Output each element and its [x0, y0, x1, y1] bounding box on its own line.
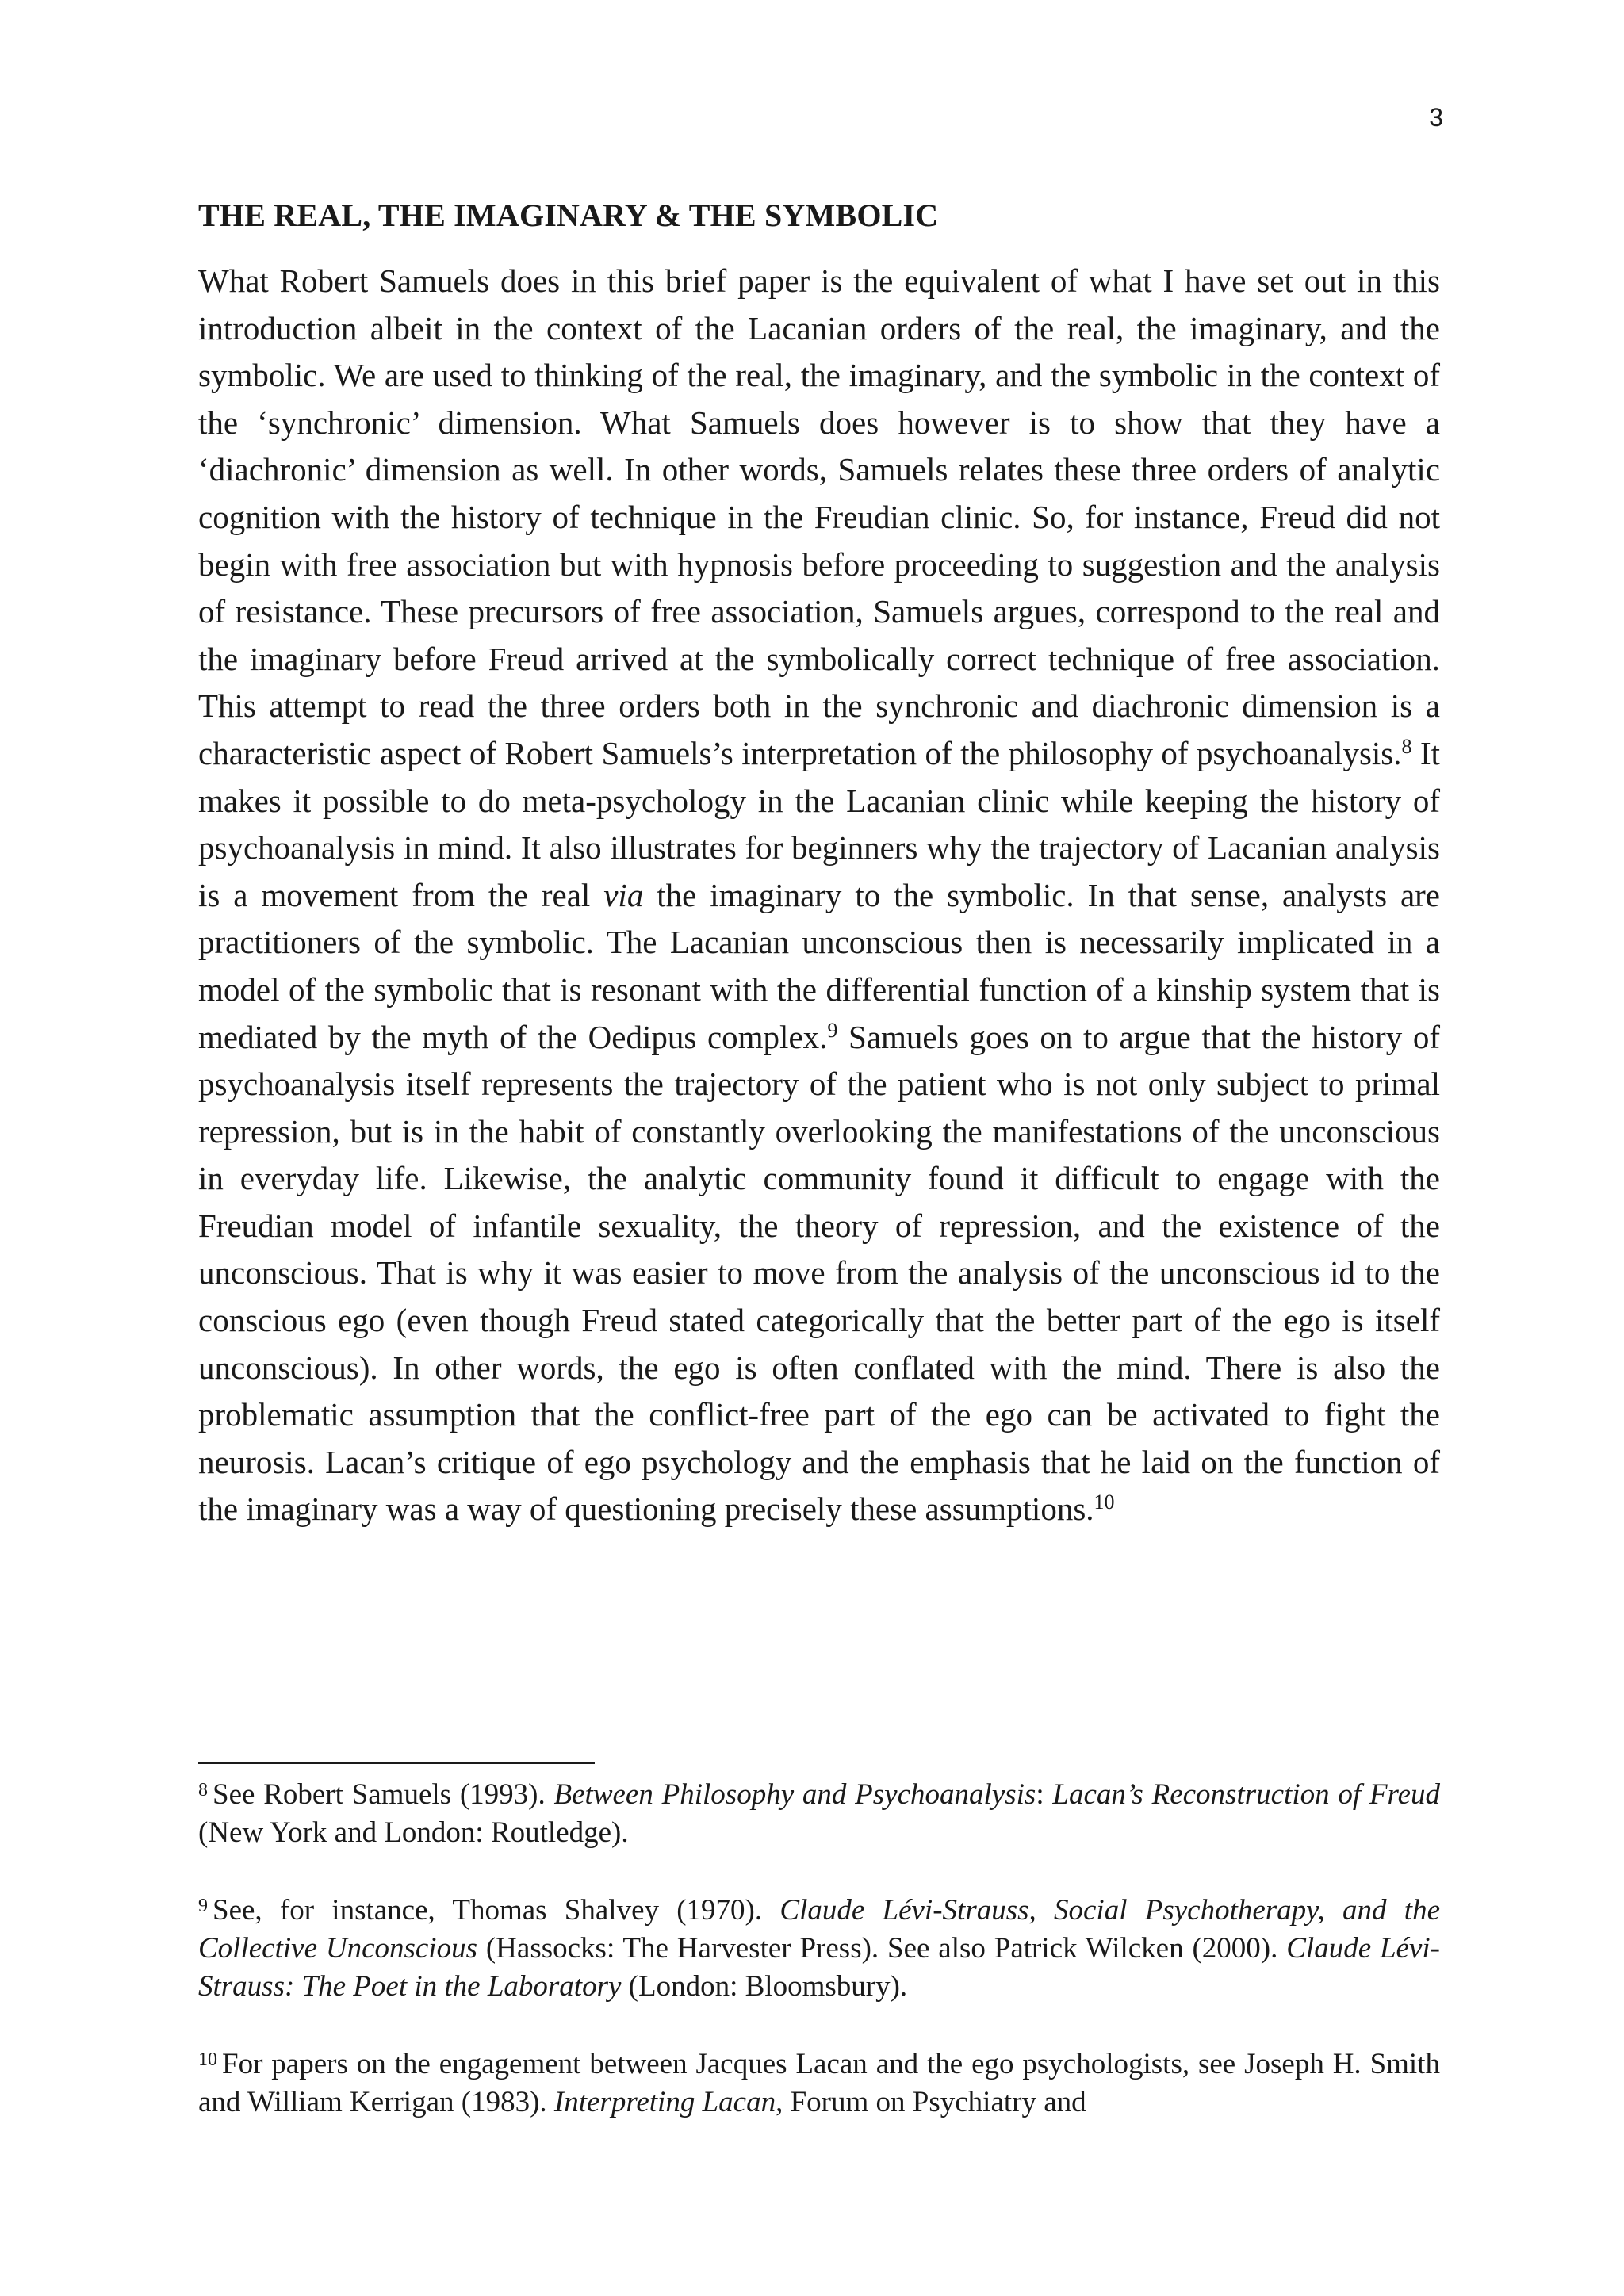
body-paragraph — [198, 258, 1440, 1533]
footnote-text: (London: Bloomsbury). — [621, 1970, 908, 2003]
footnote-text: See, for instance, Thomas Shalvey (1970). — [213, 1894, 780, 1927]
body-text-part-2: It makes it possible to do meta-psychology in the Lacanian clinic while keeping the history of psychoanalysis in mind. It also illustrates for beginners why the trajectory of Lacanian analysis is a movement from the real — [198, 734, 1440, 913]
footnote-title-italic: Between Philosophy and Psychoanalysis — [553, 1778, 1036, 1811]
footnote-ref-8[interactable]: 8 — [1401, 734, 1412, 758]
footnote-10 — [198, 2045, 1440, 2122]
page-number: 3 — [1429, 103, 1443, 132]
body-text-italic-via: via — [603, 876, 644, 913]
footnote-text: , Forum on Psychiatry and — [776, 2086, 1086, 2118]
section-heading: THE REAL, THE IMAGINARY & THE SYMBOLIC — [198, 197, 939, 233]
body-text-part-4: Samuels goes on to argue that the history of psychoanalysis itself represents the trajectory of the patient who is not only subject to primal repression, but is in the habit of constantly overlooking the manifestations of the unconscious in everyday life. Likewise, the analytic community found it difficult to engage with the Freudian model of infantile sexuality, the theory of repression, and the existence of the unconscious. That is why it was easier to move from the analysis of the unconscious id to the conscious ego (even though Freud stated categorically that the better part of the ego is itself unconscious). In other words, the ego is often conflated with the mind. There is also the problematic assumption that the conflict-free part of the ego can be activated to fight the neurosis. Lacan’s critique of ego psychology and the emphasis that he laid on the function of the imaginary was a way of questioning precisely these assumptions. — [198, 1018, 1440, 1528]
footnote-number: 9 — [198, 1896, 208, 1916]
footnote-number: 8 — [198, 1780, 208, 1800]
footnote-text: : — [1036, 1778, 1053, 1811]
footnotes-section — [198, 1776, 1440, 2161]
body-text-part-1: What Robert Samuels does in this brief paper is the equivalent of what I have set out in this introduction albeit in the context of the Lacanian orders of the real, the imaginary, and the symbolic. We are used to thinking of the real, the imaginary, and the symbolic in the context of the ‘synchronic’ dimension. What Samuels does however is to show that they have a ‘diachronic’ dimension as well. In other words, Samuels relates these three orders of analytic cognition with the history of technique in the Freudian clinic. So, for instance, Freud did not begin with free association but with hypnosis before proceeding to suggestion and the analysis of resistance. These precursors of free association, Samuels argues, correspond to the real and the imaginary before Freud arrived at the symbolically correct technique of free association. This attempt to read the three orders both in the synchronic and diachronic dimension is a characteristic aspect of Robert Samuels’s interpretation of the philosophy of psychoanalysis. — [198, 262, 1440, 771]
footnote-title-italic: Claude Lévi-Strauss: The Poet in the Laboratory — [198, 1932, 1440, 2003]
footnote-title-italic: Claude Lévi-Strauss, Social Psychotherapy, and the Collective Unconscious — [198, 1894, 1440, 1965]
footnote-text: (Hassocks: The Harvester Press). See also Patrick Wilcken (2000). — [477, 1932, 1287, 1965]
footnote-ref-9[interactable]: 9 — [827, 1018, 838, 1042]
footnote-text: (New York and London: Routledge). — [198, 1816, 629, 1849]
footnote-text: See Robert Samuels (1993). — [213, 1778, 554, 1811]
footnote-text: For papers on the engagement between Jacques Lacan and the ego psychologists, see Joseph H. Smith and William Kerrigan (1983). — [198, 2048, 1440, 2118]
footnote-separator — [198, 1762, 595, 1764]
footnote-ref-10[interactable]: 10 — [1094, 1490, 1115, 1514]
footnote-title-italic: Interpreting Lacan — [553, 2086, 776, 2118]
footnote-number: 10 — [198, 2049, 217, 2070]
footnote-8 — [198, 1776, 1440, 1852]
main-content — [198, 194, 1440, 1533]
footnote-title-italic: Lacan’s Reconstruction of Freud — [1052, 1778, 1440, 1811]
footnote-9 — [198, 1892, 1440, 2006]
body-text-part-3: the imaginary to the symbolic. In that sense, analysts are practitioners of the symbolic. The Lacanian unconscious then is necessarily implicated in a model of the symbolic that is resonant with the differential function of a kinship system that is mediated by the myth of the Oedipus complex. — [198, 876, 1440, 1055]
